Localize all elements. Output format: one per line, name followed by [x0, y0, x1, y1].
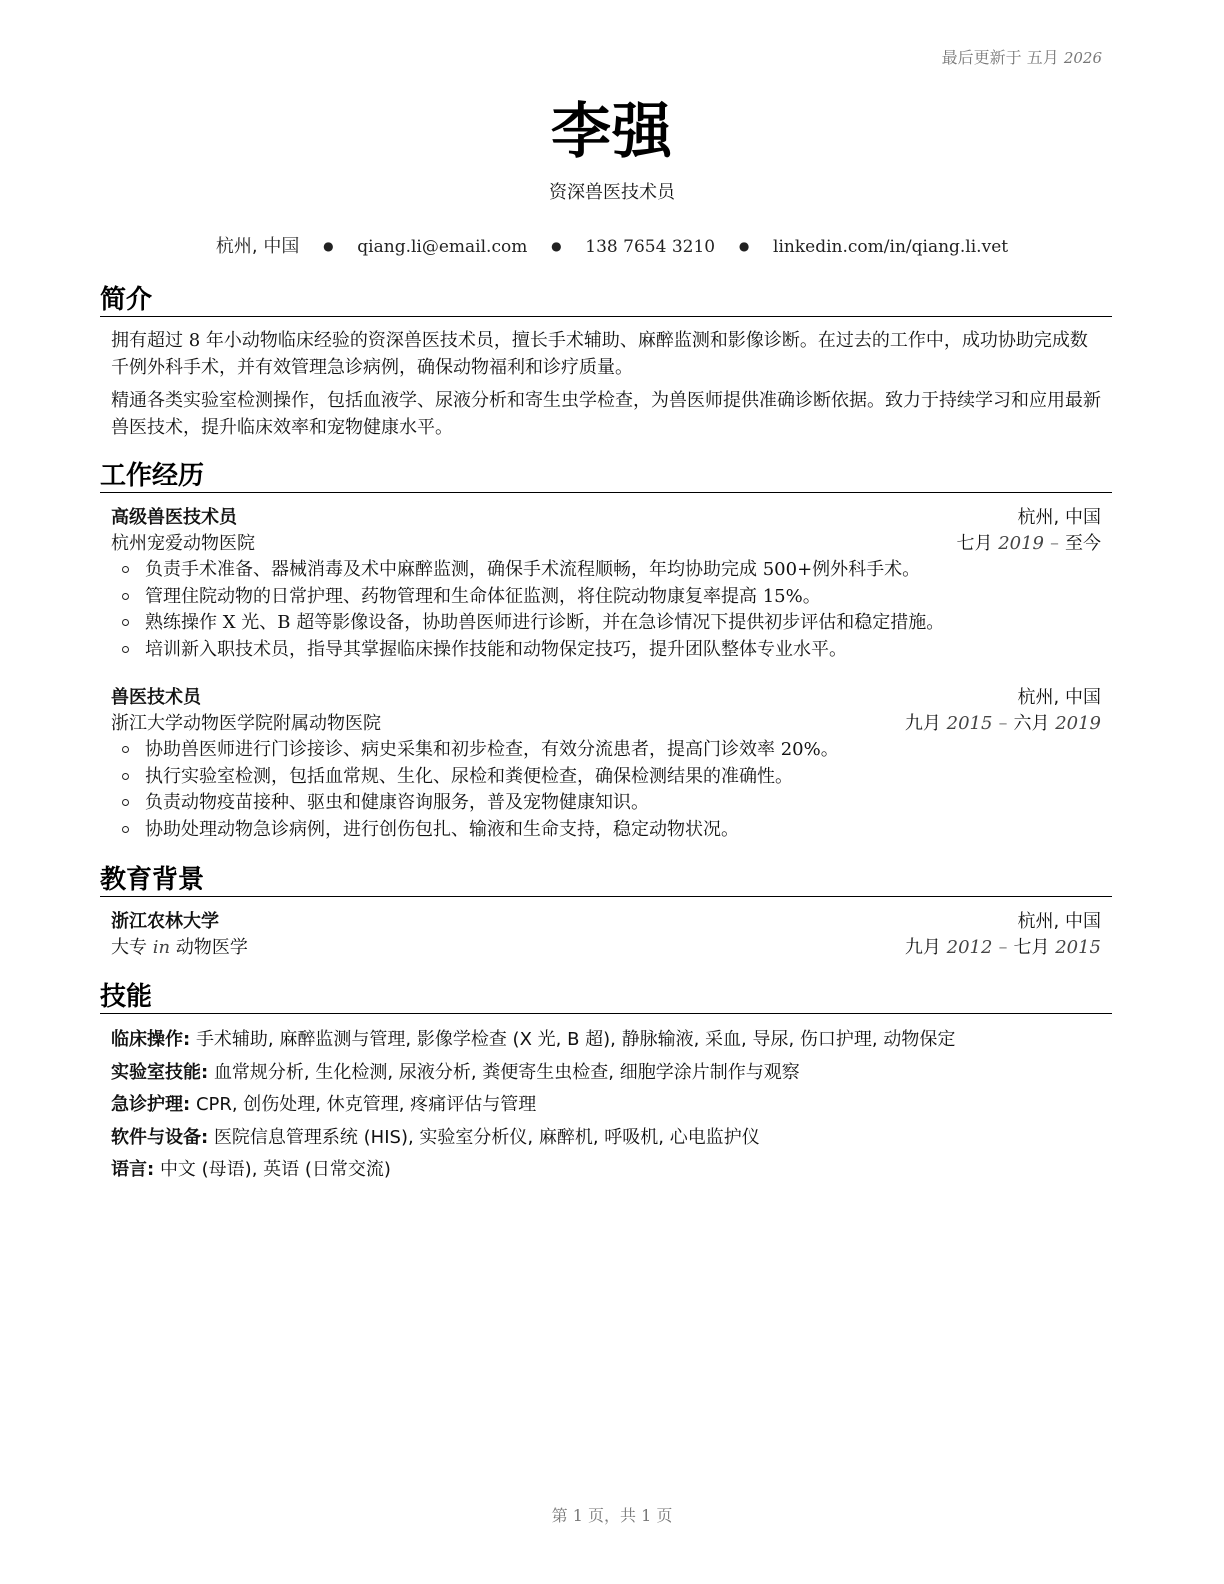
bullet-icon	[122, 826, 129, 833]
skill-row	[111, 1154, 1101, 1187]
date-year: 2012	[946, 937, 993, 958]
date-year: 2019	[998, 533, 1044, 554]
bullet-number: 20%	[780, 739, 821, 760]
date-month: 九月	[904, 937, 941, 958]
skill-label: 语言:	[111, 1159, 155, 1180]
job-role: 高级兽医技术员	[111, 507, 237, 528]
job-entry	[111, 505, 1101, 663]
job-location: 杭州, 中国	[1017, 507, 1101, 528]
section-title-skills: 技能	[100, 981, 1112, 1014]
bullet-number: B	[277, 612, 291, 633]
bullet-icon	[122, 773, 129, 780]
date-year: 2015	[946, 713, 993, 734]
education-entry	[111, 909, 1101, 961]
footer-page-total: 1	[641, 1506, 652, 1525]
job-location: 杭州, 中国	[1017, 687, 1101, 708]
list-item	[111, 584, 1101, 611]
bullet-text: 管理住院动物的日常护理、药物管理和生命体征监测，将住院动物康复率提高	[145, 585, 763, 607]
skill-value: 血常规分析, 生化检测, 尿液分析, 粪便寄生虫检查, 细胞学涂片制作与观察	[213, 1061, 800, 1083]
date-month: 七月	[956, 533, 993, 554]
education-dates	[905, 935, 1101, 961]
bullet-text: 熟练操作	[145, 612, 223, 633]
bullet-text: 例外科手术。	[812, 559, 921, 580]
date-month: 九月	[904, 713, 941, 734]
school-name: 浙江农林大学	[111, 911, 219, 932]
contact-phone[interactable]: 138 7654 3210	[585, 237, 716, 257]
skill-value: 中文 (母语), 英语 (日常交流)	[159, 1159, 391, 1180]
last-updated-month: 五月	[1026, 48, 1059, 67]
summary-section	[100, 284, 1112, 441]
education-section	[100, 864, 1112, 961]
skill-label: 软件与设备:	[111, 1126, 209, 1148]
bullet-text: 负责手术准备、器械消毒及术中麻醉监测，确保手术流程顺畅，年均协助完成	[145, 559, 763, 580]
page-footer	[0, 1503, 1224, 1526]
skill-row	[111, 1024, 1101, 1057]
job-entry	[111, 685, 1101, 843]
skill-label: 急诊护理:	[111, 1094, 191, 1115]
footer-text: 第	[551, 1506, 568, 1525]
footer-page-number: 1	[572, 1506, 583, 1525]
summary-text: 拥有超过	[111, 330, 189, 351]
list-item	[111, 637, 1101, 664]
job-org: 浙江大学动物医学院附属动物医院	[111, 713, 381, 734]
bullet-text: 负责动物疫苗接种、驱虫和健康咨询服务，普及宠物健康知识。	[145, 792, 649, 813]
skills-section	[100, 981, 1112, 1187]
date-dash: –	[1050, 533, 1059, 554]
list-item	[111, 737, 1101, 764]
summary-paragraph: 精通各类实验室检测操作，包括血液学、尿液分析和寄生虫学检查，为兽医师提供准确诊断依据。致力于持续学习和应用最新兽医技术，提升临床效率和宠物健康水平。	[111, 390, 1101, 438]
contact-linkedin[interactable]: linkedin.com/in/qiang.li.vet	[773, 237, 1009, 257]
contact-email[interactable]: qiang.li@email.com	[357, 237, 528, 257]
skill-row	[111, 1089, 1101, 1122]
job-dates	[956, 531, 1101, 557]
summary-paragraph	[111, 327, 1101, 381]
degree: 大专	[111, 937, 147, 958]
summary-years: 8	[188, 330, 201, 351]
bullet-text: 协助兽医师进行门诊接诊、病史采集和初步检查，有效分流患者，提高门诊效率	[145, 739, 781, 760]
experience-section	[100, 460, 1112, 843]
degree-line	[111, 935, 248, 961]
bullet-number: 15%	[762, 585, 803, 607]
job-dates	[905, 711, 1101, 737]
job-org: 杭州宠爱动物医院	[111, 533, 255, 554]
skill-value: 手术辅助, 麻醉监测与管理, 影像学检查 (X 光, B 超), 静脉输液, 采血, 导尿, 伤口护理, 动物保定	[195, 1029, 956, 1050]
degree-in: in	[152, 937, 171, 958]
date-month: 七月	[1013, 937, 1050, 958]
contact-line	[0, 232, 1224, 258]
bullet-icon	[122, 646, 129, 653]
bullet-text: 。	[820, 739, 839, 760]
section-title-experience: 工作经历	[100, 460, 1112, 493]
footer-text: 页，共	[587, 1506, 636, 1525]
list-item	[111, 817, 1101, 844]
last-updated	[942, 45, 1102, 68]
bullet-icon	[122, 799, 129, 806]
list-item	[111, 790, 1101, 817]
school-location: 杭州, 中国	[1017, 911, 1101, 932]
skill-value: 医院信息管理系统 (HIS), 实验室分析仪, 麻醉机, 呼吸机, 心电监护仪	[213, 1126, 760, 1148]
date-dash: –	[998, 937, 1008, 958]
candidate-headline: 资深兽医技术员	[549, 182, 675, 203]
bullet-icon	[122, 566, 129, 573]
major: 动物医学	[175, 937, 248, 958]
job-role: 兽医技术员	[111, 687, 201, 708]
list-item	[111, 764, 1101, 791]
bullet-text: 协助处理动物急诊病例，进行创伤包扎、输液和生命支持，稳定动物状况。	[145, 818, 739, 840]
section-title-summary: 简介	[100, 284, 1112, 317]
bullet-text: 。	[802, 585, 821, 607]
date-year: 2015	[1055, 937, 1101, 958]
bullet-text: 培训新入职技术员，指导其掌握临床操作技能和动物保定技巧，提升团队整体专业水平。	[145, 638, 847, 660]
candidate-name: 李强	[551, 97, 673, 167]
date-month: 六月	[1013, 713, 1050, 734]
list-item	[111, 557, 1101, 584]
list-item	[111, 610, 1101, 637]
bullet-icon	[122, 746, 129, 753]
bullet-number: X	[222, 612, 236, 633]
skill-row	[111, 1122, 1101, 1155]
bullet-text: 执行实验室检测，包括血常规、生化、尿检和粪便检查，确保检测结果的准确性。	[145, 765, 793, 787]
last-updated-year: 2026	[1063, 49, 1102, 67]
skill-label: 实验室技能:	[111, 1061, 209, 1083]
bullet-number: 500+	[762, 559, 813, 580]
date-year: 2019	[1055, 713, 1101, 734]
date-dash: –	[998, 713, 1008, 734]
bullet-icon	[122, 619, 129, 626]
skill-row	[111, 1057, 1101, 1090]
skill-label: 临床操作:	[111, 1029, 191, 1050]
bullet-icon	[122, 593, 129, 600]
contact-location: 杭州, 中国	[215, 236, 300, 257]
section-title-education: 教育背景	[100, 864, 1112, 897]
bullet-text: 超等影像设备，协助兽医师进行诊断，并在急诊情况下提供初步评估和稳定措施。	[290, 612, 945, 633]
last-updated-prefix: 最后更新于	[941, 48, 1022, 67]
summary-text: 年小动物临床经验的资深兽医技术员，擅长手术辅助、麻醉监测和影像诊断。在过去的工作中，成功协助完成数千例外科手术，并有效管理急诊病例，确保动物福利和诊疗质量。	[111, 330, 1088, 378]
bullet-text: 光、	[235, 612, 278, 633]
bullet-separator: ●	[323, 239, 334, 253]
skill-value: CPR, 创伤处理, 休克管理, 疼痛评估与管理	[195, 1094, 537, 1115]
bullet-separator: ●	[738, 239, 750, 253]
footer-text: 页	[656, 1506, 673, 1525]
bullet-separator: ●	[551, 239, 562, 253]
date-end: 至今	[1065, 533, 1101, 554]
